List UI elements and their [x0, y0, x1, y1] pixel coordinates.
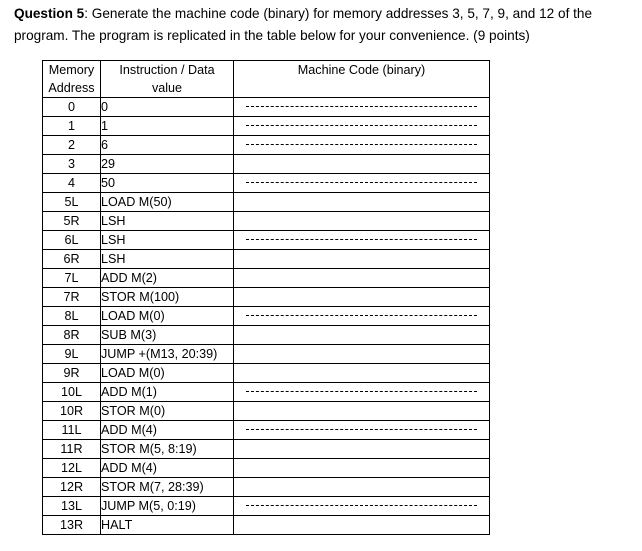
machine-code-cell[interactable]	[234, 516, 490, 535]
instruction-cell: SUB M(3)	[101, 326, 234, 345]
memory-address-cell: 1	[43, 117, 101, 136]
instruction-cell: ADD M(4)	[101, 459, 234, 478]
memory-address-cell: 7L	[43, 269, 101, 288]
table-row	[43, 383, 490, 402]
instruction-cell: LSH	[101, 212, 234, 231]
instruction-cell: 0	[101, 98, 234, 117]
instruction-cell: ADD M(1)	[101, 383, 234, 402]
instruction-cell: 6	[101, 136, 234, 155]
machine-code-cell[interactable]	[234, 193, 490, 212]
memory-address-cell: 5R	[43, 212, 101, 231]
instruction-cell: ADD M(4)	[101, 421, 234, 440]
memory-address-cell: 9R	[43, 364, 101, 383]
answer-blank-line	[246, 125, 477, 126]
table-row	[43, 421, 490, 440]
memory-address-cell: 8R	[43, 326, 101, 345]
answer-blank-line	[246, 505, 477, 506]
table-row	[43, 269, 490, 288]
memory-address-cell: 11R	[43, 440, 101, 459]
machine-code-cell[interactable]	[234, 288, 490, 307]
memory-address-cell: 0	[43, 98, 101, 117]
table-row	[43, 478, 490, 497]
machine-code-cell[interactable]	[234, 174, 490, 193]
instruction-cell: JUMP +(M13, 20:39)	[101, 345, 234, 364]
table-row	[43, 136, 490, 155]
table-row	[43, 345, 490, 364]
answer-blank-line	[246, 315, 477, 316]
instruction-cell: JUMP M(5, 0:19)	[101, 497, 234, 516]
table-row	[43, 402, 490, 421]
table-row	[43, 155, 490, 174]
instruction-cell: LSH	[101, 231, 234, 250]
program-table	[42, 60, 490, 535]
memory-address-cell: 5L	[43, 193, 101, 212]
memory-address-cell: 7R	[43, 288, 101, 307]
header-machine-code: Machine Code (binary)	[234, 61, 490, 98]
table-row	[43, 288, 490, 307]
machine-code-cell[interactable]	[234, 345, 490, 364]
memory-address-cell: 8L	[43, 307, 101, 326]
machine-code-cell[interactable]	[234, 231, 490, 250]
machine-code-cell[interactable]	[234, 364, 490, 383]
answer-blank-line	[246, 239, 477, 240]
machine-code-cell[interactable]	[234, 459, 490, 478]
question-text	[14, 3, 630, 47]
instruction-cell: STOR M(100)	[101, 288, 234, 307]
instruction-cell: LOAD M(0)	[101, 307, 234, 326]
memory-address-cell: 2	[43, 136, 101, 155]
memory-address-cell: 3	[43, 155, 101, 174]
machine-code-cell[interactable]	[234, 383, 490, 402]
instruction-cell: 50	[101, 174, 234, 193]
instruction-cell: STOR M(0)	[101, 402, 234, 421]
answer-blank-line	[246, 182, 477, 183]
question-label: Question 5	[14, 6, 85, 21]
table-row	[43, 440, 490, 459]
table-row	[43, 459, 490, 478]
machine-code-cell[interactable]	[234, 98, 490, 117]
question-body: : Generate the machine code (binary) for memory addresses 3, 5, 7, 9, and 12 of the program. The program is replicated in the table below for your convenience. (9 points)	[14, 6, 593, 43]
answer-blank-line	[246, 106, 477, 107]
machine-code-cell[interactable]	[234, 307, 490, 326]
answer-blank-line	[246, 391, 477, 392]
table-row	[43, 212, 490, 231]
instruction-cell: STOR M(5, 8:19)	[101, 440, 234, 459]
table-row	[43, 250, 490, 269]
memory-address-cell: 13L	[43, 497, 101, 516]
memory-address-cell: 12R	[43, 478, 101, 497]
table-row	[43, 98, 490, 117]
table-row	[43, 117, 490, 136]
machine-code-cell[interactable]	[234, 250, 490, 269]
machine-code-cell[interactable]	[234, 421, 490, 440]
instruction-cell: LOAD M(0)	[101, 364, 234, 383]
answer-blank-line	[246, 144, 477, 145]
table-row	[43, 516, 490, 535]
memory-address-cell: 9L	[43, 345, 101, 364]
instruction-cell: 29	[101, 155, 234, 174]
instruction-cell: STOR M(7, 28:39)	[101, 478, 234, 497]
memory-address-cell: 13R	[43, 516, 101, 535]
header-memory-address: Memory Address	[43, 61, 101, 98]
table-row	[43, 307, 490, 326]
machine-code-cell[interactable]	[234, 478, 490, 497]
machine-code-cell[interactable]	[234, 402, 490, 421]
table-row	[43, 193, 490, 212]
memory-address-cell: 4	[43, 174, 101, 193]
table-row	[43, 326, 490, 345]
memory-address-cell: 11L	[43, 421, 101, 440]
table-row	[43, 231, 490, 250]
instruction-cell: ADD M(2)	[101, 269, 234, 288]
machine-code-cell[interactable]	[234, 440, 490, 459]
instruction-cell: 1	[101, 117, 234, 136]
table-row	[43, 174, 490, 193]
header-instruction-data: Instruction / Data value	[101, 61, 234, 98]
instruction-cell: HALT	[101, 516, 234, 535]
machine-code-cell[interactable]	[234, 155, 490, 174]
instruction-cell: LSH	[101, 250, 234, 269]
instruction-cell: LOAD M(50)	[101, 193, 234, 212]
machine-code-cell[interactable]	[234, 269, 490, 288]
table-row	[43, 364, 490, 383]
memory-address-cell: 6R	[43, 250, 101, 269]
memory-address-cell: 10L	[43, 383, 101, 402]
table-header-row	[43, 61, 490, 98]
machine-code-cell[interactable]	[234, 117, 490, 136]
memory-address-cell: 10R	[43, 402, 101, 421]
memory-address-cell: 6L	[43, 231, 101, 250]
machine-code-cell[interactable]	[234, 326, 490, 345]
memory-address-cell: 12L	[43, 459, 101, 478]
machine-code-cell[interactable]	[234, 212, 490, 231]
table-row	[43, 497, 490, 516]
machine-code-cell[interactable]	[234, 136, 490, 155]
machine-code-cell[interactable]	[234, 497, 490, 516]
answer-blank-line	[246, 429, 477, 430]
